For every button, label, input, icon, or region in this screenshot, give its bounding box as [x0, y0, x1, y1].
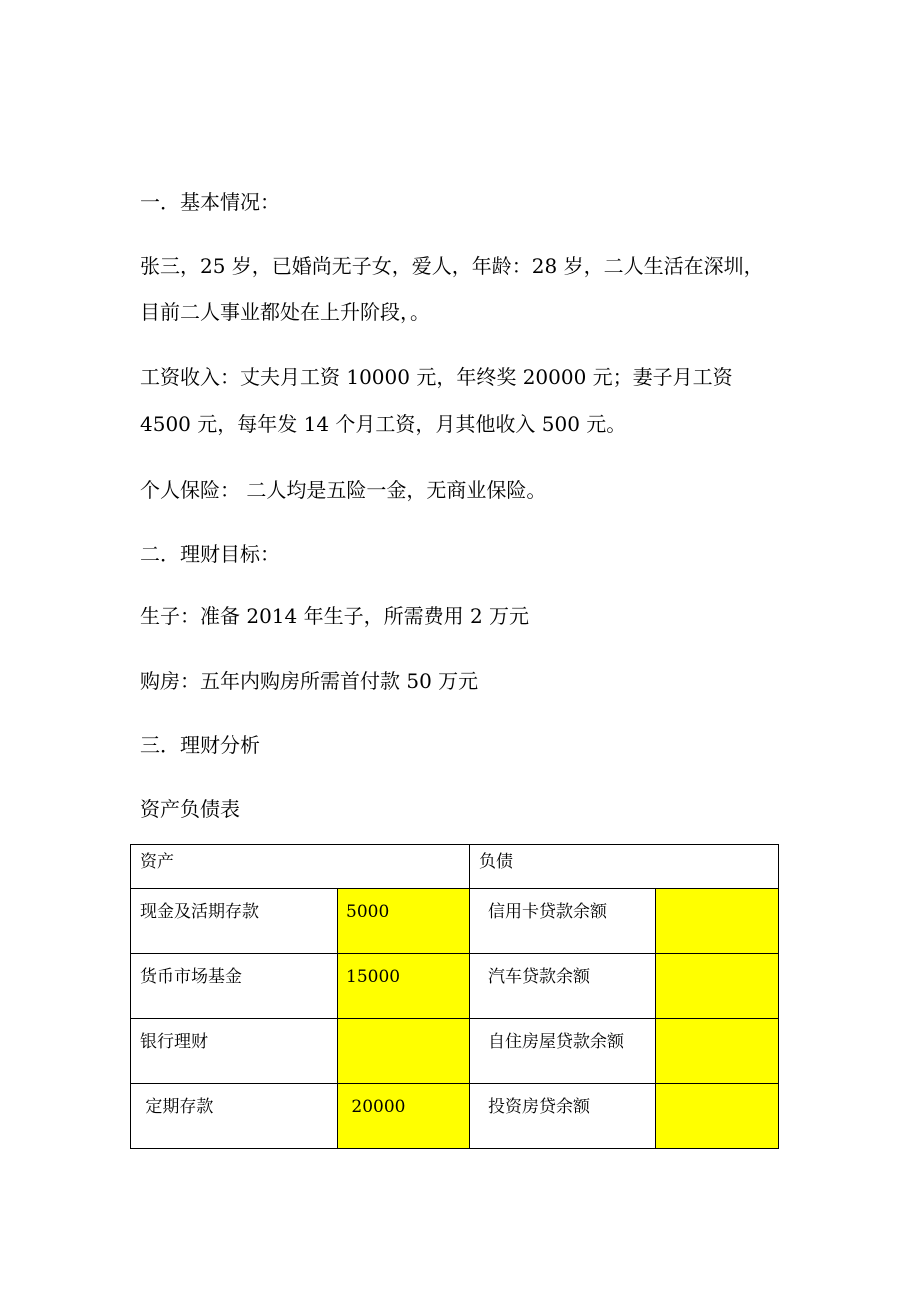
asset-label: 货币市场基金 — [131, 954, 338, 1019]
asset-label: 定期存款 — [131, 1084, 338, 1149]
insurance-line: 个人保险： 二人均是五险一金，无商业保险。 — [140, 478, 547, 502]
asset-label: 银行理财 — [131, 1019, 338, 1084]
liability-value — [656, 954, 779, 1019]
balance-sheet-table — [130, 844, 779, 1149]
liability-label: 信用卡贷款余额 — [470, 889, 656, 954]
income-line-2: 4500 元，每年发 14 个月工资，月其他收入 500 元。 — [140, 412, 627, 436]
goal-house: 购房：五年内购房所需首付款 50 万元 — [140, 669, 479, 693]
liabilities-header: 负债 — [470, 845, 779, 889]
table-header-row — [131, 845, 779, 889]
liability-value — [656, 1084, 779, 1149]
section-heading-basic: 一．基本情况： — [140, 190, 280, 214]
asset-value: 15000 — [338, 954, 470, 1019]
table-row — [131, 889, 779, 954]
liability-value — [656, 889, 779, 954]
asset-value — [338, 1019, 470, 1084]
section-heading-analysis: 三．理财分析 — [140, 733, 260, 757]
asset-value: 5000 — [338, 889, 470, 954]
asset-label: 现金及活期存款 — [131, 889, 338, 954]
income-line-1: 工资收入：丈夫月工资 10000 元，年终奖 20000 元；妻子月工资 — [140, 365, 733, 389]
section-heading-goals: 二．理财目标： — [140, 542, 280, 566]
table-row — [131, 1019, 779, 1084]
liability-label: 投资房贷余额 — [470, 1084, 656, 1149]
liability-value — [656, 1019, 779, 1084]
assets-header: 资产 — [131, 845, 470, 889]
table-title: 资产负债表 — [140, 797, 240, 821]
liability-label: 汽车贷款余额 — [470, 954, 656, 1019]
asset-value: 20000 — [338, 1084, 470, 1149]
basic-info-line-1: 张三，25 岁，已婚尚无子女，爱人，年龄：28 岁，二人生活在深圳， — [140, 254, 764, 278]
goal-child: 生子：准备 2014 年生子，所需费用 2 万元 — [140, 604, 530, 628]
basic-info-line-2: 目前二人事业都处在上升阶段，。 — [140, 300, 430, 324]
liability-label: 自住房屋贷款余额 — [470, 1019, 656, 1084]
table-row — [131, 1084, 779, 1149]
table-row — [131, 954, 779, 1019]
